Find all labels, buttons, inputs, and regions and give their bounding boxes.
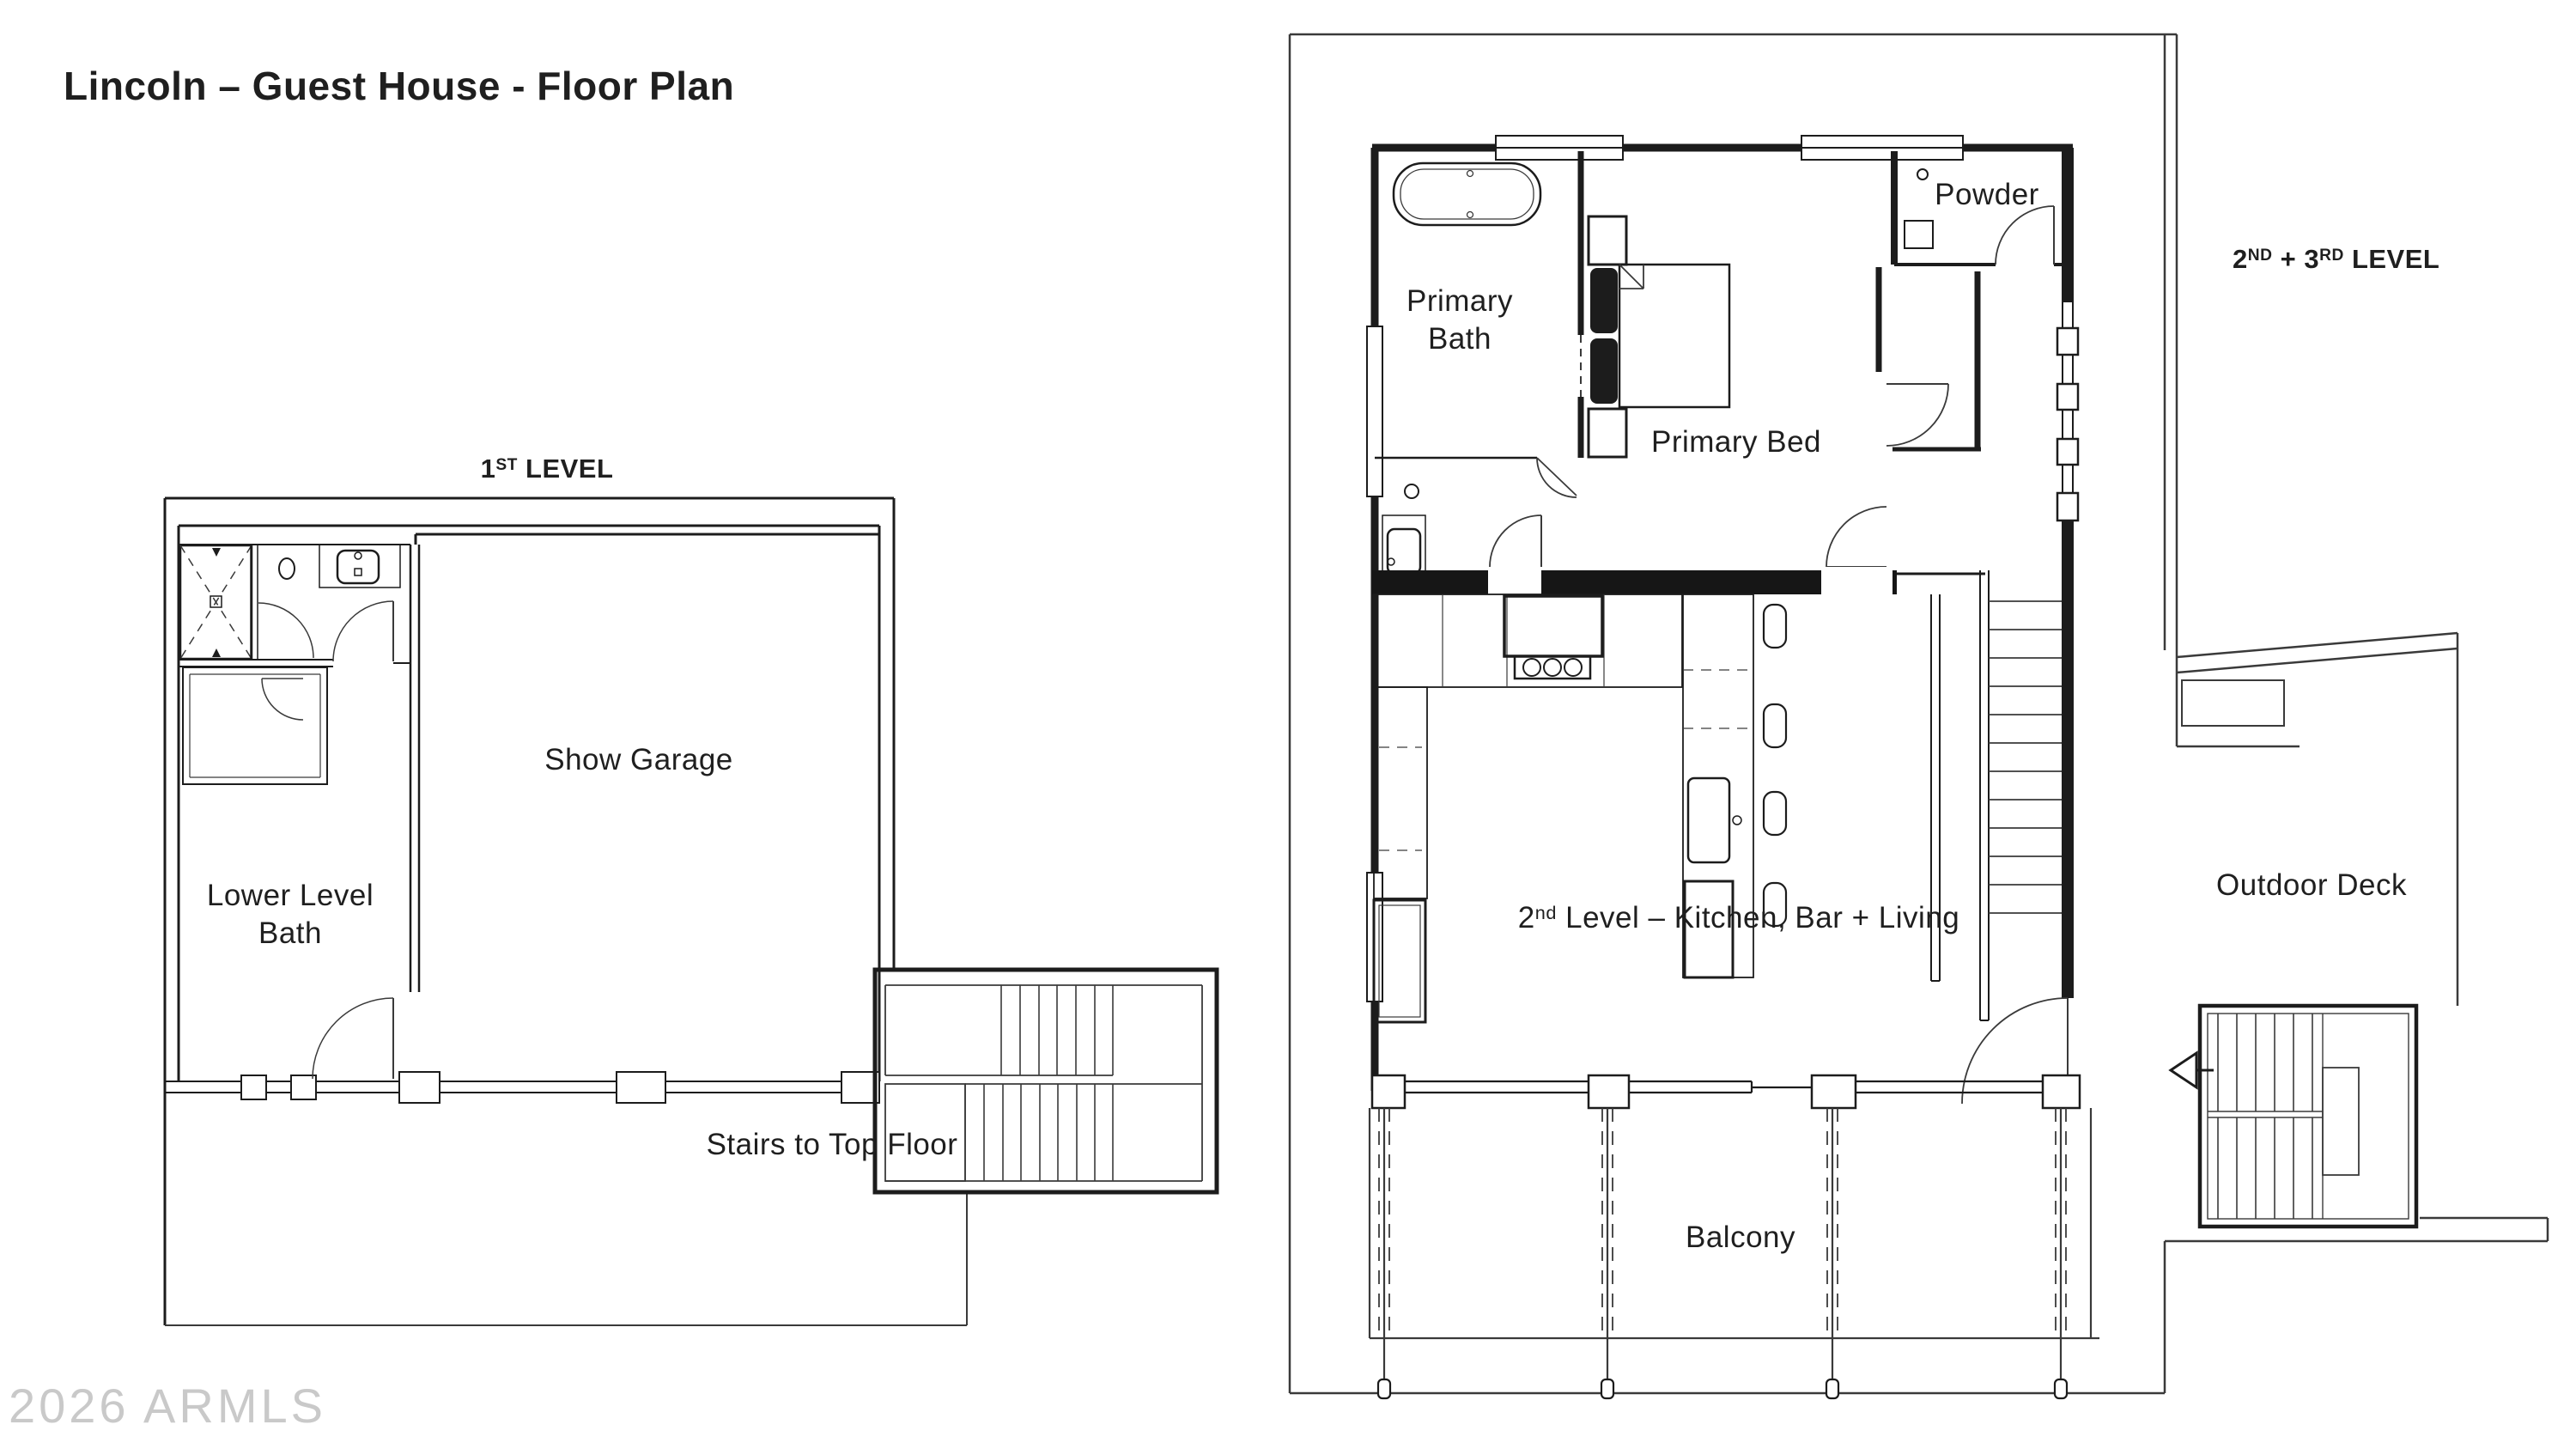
second-level-kitchen-label: 2nd Level – Kitchen, Bar + Living	[1517, 901, 1960, 935]
column-feet	[1378, 1379, 2067, 1398]
bar-stools	[1764, 605, 1786, 926]
lower-closet	[183, 667, 327, 784]
bathtub	[1394, 163, 1540, 225]
show-garage-label: Show Garage	[544, 743, 733, 776]
range	[1504, 596, 1602, 679]
outdoor-deck-label: Outdoor Deck	[2216, 868, 2407, 902]
toilet	[279, 558, 295, 579]
kitchen-counters	[1374, 594, 1682, 1022]
bath-vanity-sink	[319, 545, 400, 588]
third-level-stairs	[1931, 570, 2062, 1020]
wc-toilet	[1405, 484, 1419, 498]
deck-stairs	[2171, 1006, 2416, 1227]
kitchen-wall	[1372, 515, 1985, 598]
primary-bath-label-line2: Bath	[1428, 322, 1492, 356]
watermark: 2026 ARMLS	[9, 1379, 326, 1433]
powder-sink	[1905, 221, 1933, 248]
stairs-to-top-floor-label: Stairs to Top Floor	[706, 1128, 958, 1161]
primary-bed-furniture	[1589, 216, 1729, 457]
first-level-label: 1ST LEVEL	[480, 454, 614, 484]
lower-level-bath-label-line1: Lower Level	[206, 879, 374, 912]
balcony-label: Balcony	[1685, 1221, 1796, 1254]
powder-toilet	[1917, 169, 1928, 180]
second-third-level-plan	[1290, 34, 2548, 1398]
page-title: Lincoln – Guest House - Floor Plan	[64, 64, 735, 108]
powder-label: Powder	[1935, 178, 2039, 211]
right-wall-window-blocks	[2057, 328, 2078, 521]
primary-bath	[1375, 151, 1581, 591]
primary-bed-label: Primary Bed	[1650, 425, 1822, 459]
lower-level-bath-label-line2: Bath	[258, 916, 322, 950]
outer-boundary	[1290, 34, 2548, 1393]
bottom-window-band	[1372, 1075, 2080, 1108]
first-level-plan	[165, 454, 1217, 1325]
island-sink	[1688, 778, 1729, 862]
primary-bath-label-line1: Primary	[1406, 284, 1514, 318]
bedroom-hall-walls	[1826, 267, 1981, 567]
second-third-level-label: 2ND + 3RD LEVEL	[2233, 244, 2440, 274]
first-level-window-blocks	[241, 1072, 879, 1103]
bath-entry-door	[333, 601, 393, 661]
lower-bath-door	[313, 998, 393, 1079]
